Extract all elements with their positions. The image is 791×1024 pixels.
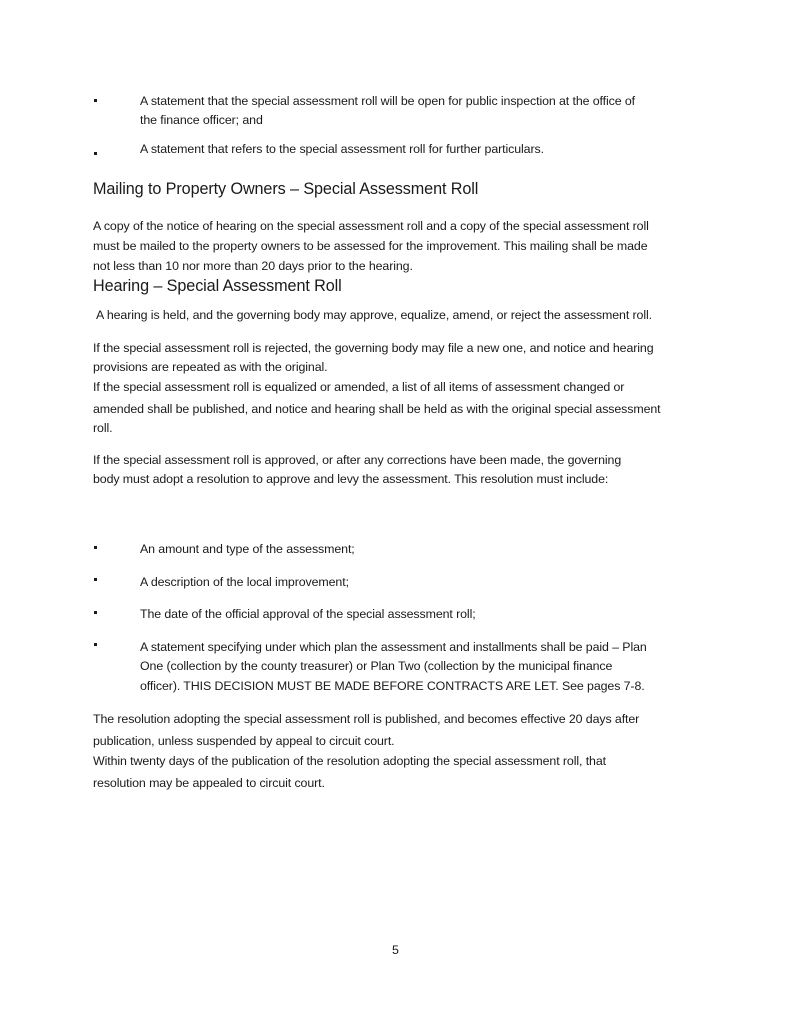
paragraph-line: A hearing is held, and the governing body may approve, equalize, amend, or reject the assessment roll. [96,308,652,322]
bullet-icon [94,99,97,102]
paragraph-line: not less than 10 nor more than 20 days prior to the hearing. [93,259,413,273]
bullet-text: The date of the official approval of the special assessment roll; [140,607,476,621]
paragraph-line: roll. [93,421,113,435]
bullet-text: An amount and type of the assessment; [140,542,355,556]
bullet-text: officer). THIS DECISION MUST BE MADE BEFORE CONTRACTS ARE LET. See pages 7-8. [140,679,645,693]
paragraph-line: provisions are repeated as with the original. [93,360,328,374]
paragraph-line: body must adopt a resolution to approve and levy the assessment. This resolution must include: [93,472,609,486]
bullet-icon [94,546,97,549]
section-heading-hearing: Hearing – Special Assessment Roll [93,277,342,295]
bullet-text: A statement that refers to the special assessment roll for further particulars. [140,142,544,156]
bullet-icon [94,611,97,614]
paragraph-line: A copy of the notice of hearing on the special assessment roll and a copy of the special assessment roll [93,219,649,233]
paragraph-line: publication, unless suspended by appeal to circuit court. [93,734,395,748]
paragraph-line: Within twenty days of the publication of the resolution adopting the special assessment roll, that [93,754,606,768]
paragraph-line: resolution may be appealed to circuit court. [93,776,325,790]
bullet-text: A description of the local improvement; [140,575,349,589]
section-heading-mailing: Mailing to Property Owners – Special Assessment Roll [93,180,479,198]
page-number: 5 [392,943,399,957]
bullet-text: A statement specifying under which plan the assessment and installments shall be paid – Plan [140,640,647,654]
bullet-icon [94,578,97,581]
paragraph-line: must be mailed to the property owners to be assessed for the improvement. This mailing shall be made [93,239,648,253]
bullet-text: One (collection by the county treasurer) or Plan Two (collection by the municipal finance [140,659,613,673]
bullet-icon [94,643,97,646]
bullet-text: A statement that the special assessment roll will be open for public inspection at the office of [140,94,636,108]
bullet-icon [94,152,97,155]
paragraph-line: If the special assessment roll is approved, or after any corrections have been made, the governing [93,453,622,467]
paragraph-line: If the special assessment roll is equalized or amended, a list of all items of assessment changed or [93,380,625,394]
paragraph-line: amended shall be published, and notice and hearing shall be held as with the original special assessment [93,402,661,416]
bullet-text: the finance officer; and [140,113,263,127]
paragraph-line: If the special assessment roll is rejected, the governing body may file a new one, and notice and hearing [93,341,654,355]
paragraph-line: The resolution adopting the special assessment roll is published, and becomes effective 20 days after [93,712,640,726]
